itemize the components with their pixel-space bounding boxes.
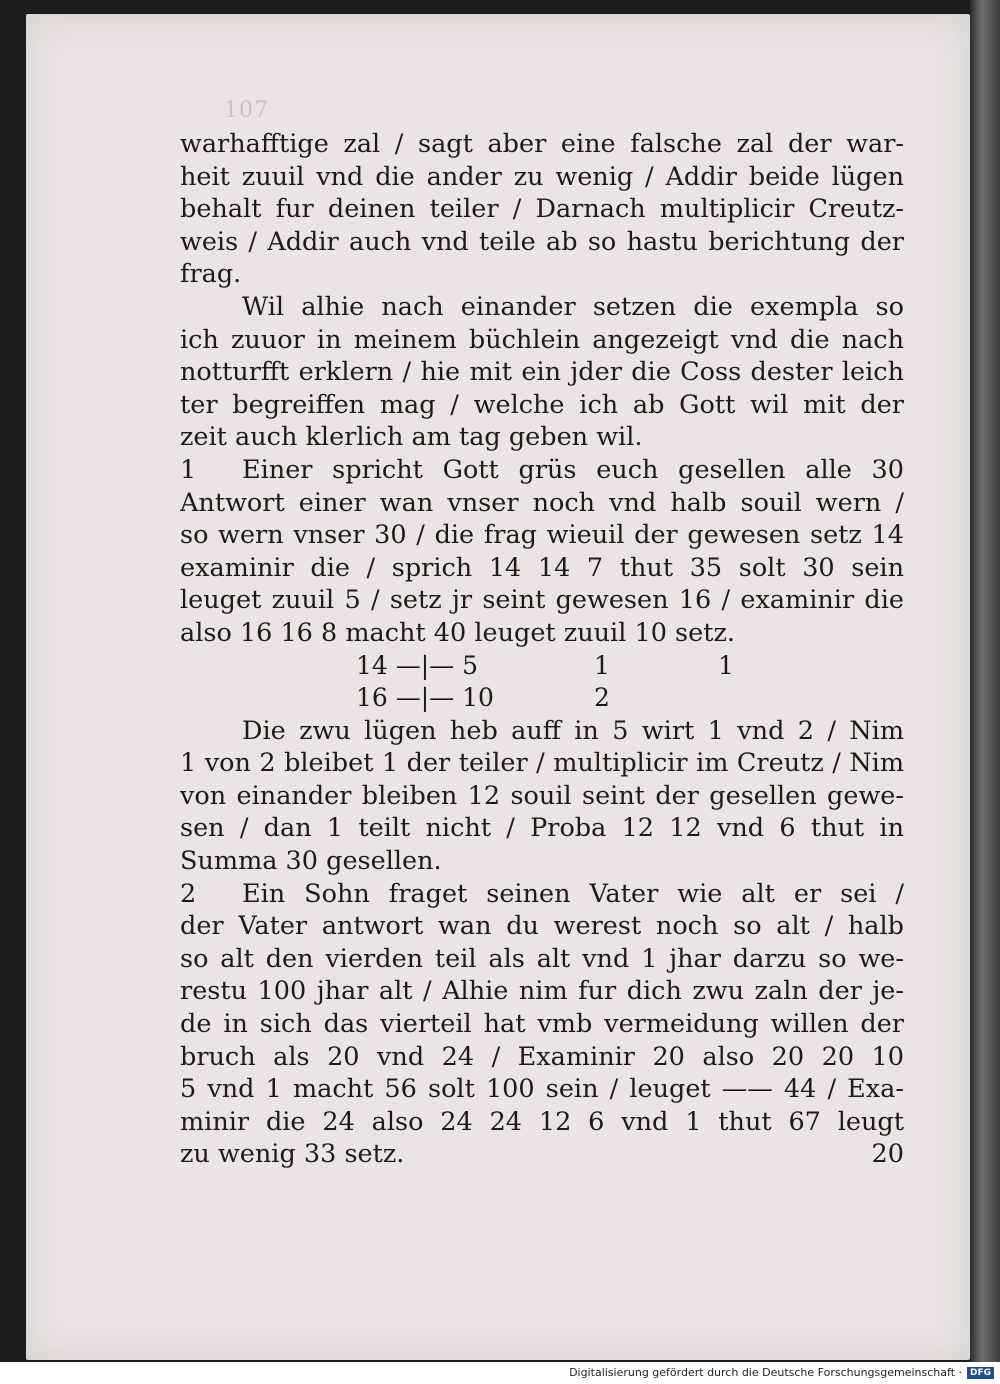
example-2-first-text: Ein Sohn fraget seinen Vater wie alt er sei / [242,878,904,909]
text-line: so wern vnser 30 / die frag wieuil der gewesen setz 14 [180,520,904,551]
text-line: weis / Addir auch vnd teile ab so hastu berichtung der [180,226,904,257]
example-number: 1 [180,454,197,485]
text-line: bruch als 20 vnd 24 / Examinir 20 also 20 20 10 [180,1041,904,1072]
book-spine-edge [970,0,1000,1362]
calc-cell: 2 [594,683,610,713]
text-line: zeit auch klerlich am tag geben wil. [180,422,643,453]
calc-cell: 1 [594,650,610,680]
text-line: behalt fur deinen teiler / Darnach multiplicir Creutz- [180,194,904,225]
text-line: restu 100 jhar alt / Alhie nim fur dich zwu zaln der je- [180,976,904,1007]
page-number: 107 [224,98,269,123]
calc-cell: 1 [718,650,734,680]
text-line: notturfft erklern / hie mit ein jder die Coss dester leich [180,357,904,388]
example-2-first-line [180,878,904,911]
text-line: warhafftige zal / sagt aber eine falsche zal der war- [180,129,904,159]
text-line: Antwort einer wan vnser noch vnd halb souil wern / [180,487,904,518]
catchword: 20 [871,1139,904,1170]
text-line: frag. [180,259,242,290]
page-text [180,128,904,1171]
text-line: leuget zuuil 5 / setz jr seint gewesen 16 / examinir die [180,585,904,616]
paragraph-first-line: Die zwu lügen heb auff in 5 wirt 1 vnd 2 / Nim [242,715,904,746]
text-line: ter begreiffen mag / welche ich ab Gott wil mit der [180,389,904,420]
funding-credit: Digitalisierung gefördert durch die Deutsche Forschungsgemeinschaft · [569,1366,962,1379]
dfg-logo-icon: DFG [967,1367,994,1379]
calc-cell: 14 —|— 5 [356,650,479,680]
text-line: Summa 30 gesellen. [180,846,442,877]
final-line [180,1138,904,1171]
text-line: minir die 24 also 24 24 12 6 vnd 1 thut 67 leugt [180,1106,904,1137]
final-line-text: zu wenig 33 setz. [180,1139,405,1170]
text-line: de in sich das vierteil hat vmb vermeidung willen der [180,1009,904,1040]
text-line: so alt den vierden teil als alt vnd 1 jhar darzu so we- [180,943,904,974]
text-line: also 16 16 8 macht 40 leuget zuuil 10 setz. [180,617,735,648]
text-line: sen / dan 1 teilt nicht / Proba 12 12 vnd 6 thut in [180,813,904,844]
calculation-row [180,682,904,715]
example-1-first-line [180,454,904,487]
text-line: heit zuuil vnd die ander zu wenig / Addir beide lügen [180,161,904,192]
text-line: der Vater antwort wan du werest noch so alt / halb [180,911,904,942]
text-line: ich zuuor in meinem büchlein angezeigt vnd die nach [180,324,904,355]
text-line: examinir die / sprich 14 14 7 thut 35 solt 30 sein [180,552,904,583]
calculation-row [180,650,904,683]
calc-cell: 16 —|— 10 [356,683,494,713]
paragraph-first-line: Wil alhie nach einander setzen die exempla so [242,291,904,322]
text-line: 5 vnd 1 macht 56 solt 100 sein / leuget —— 44 / Exa- [180,1074,904,1105]
text-line: von einander bleiben 12 souil seint der gesellen gewe- [180,780,904,811]
example-1-first-text: Einer spricht Gott grüs euch gesellen alle 30 [242,454,904,485]
digitization-footer [0,1362,1000,1384]
text-line: 1 von 2 bleibet 1 der teiler / multiplicir im Creutz / Nim [180,748,904,779]
example-number: 2 [180,878,197,909]
